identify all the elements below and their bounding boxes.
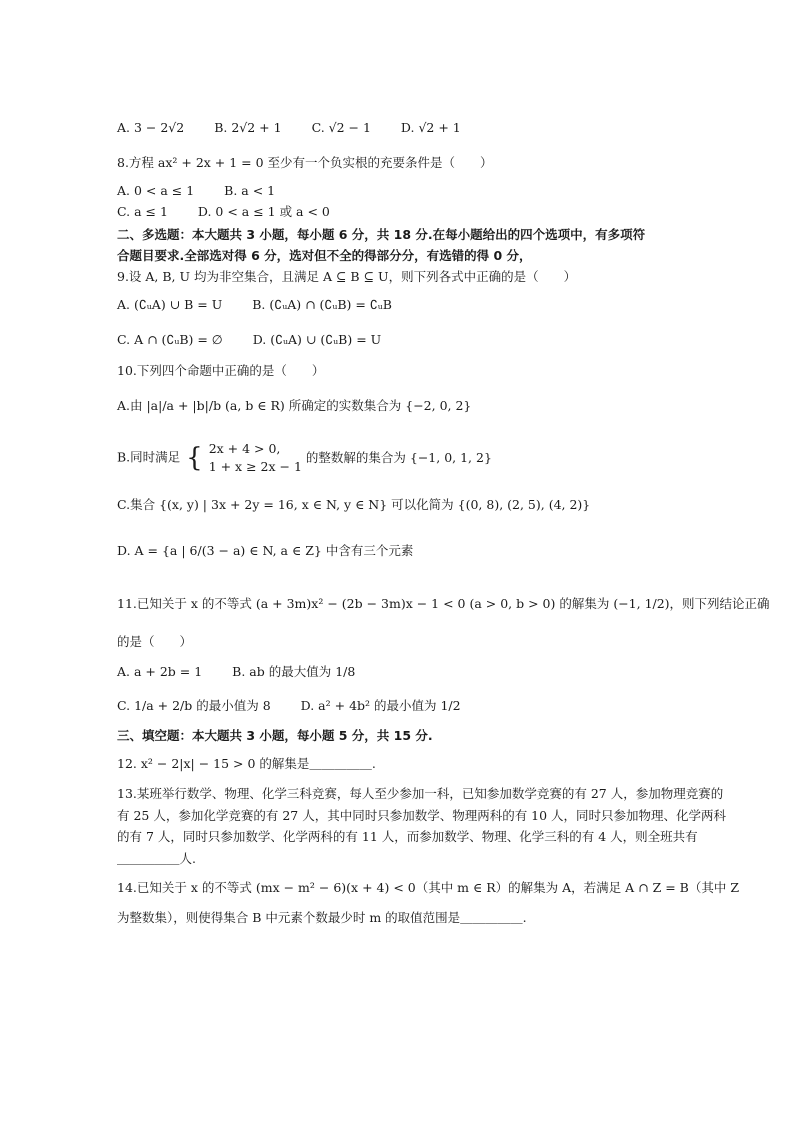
q11-stem: 11.已知关于 x 的不等式 (a + 3m)x² − (2b − 3m)x − 1 < 0 (a > 0, b > 0) 的解集为 (−1, 1/2)，则下列结论正确: [117, 596, 770, 611]
q8-stem: 8.方程 ax² + 2x + 1 = 0 至少有一个负实根的充要条件是（ ）: [117, 155, 493, 170]
q10-option-c: C.集合 {(x, y) | 3x + 2y = 16, x ∈ N, y ∈ N} 可以化简为 {(0, 8), (2, 5), (4, 2)}: [117, 497, 591, 512]
section3-heading: 三、填空题：本大题共 3 小题，每小题 5 分，共 15 分.: [117, 728, 433, 743]
section2-heading-line1: 二、多选题：本大题共 3 小题，每小题 6 分，共 18 分.在每小题给出的四个选项中，有多项符: [117, 227, 646, 242]
q10-system: [209, 440, 302, 476]
q8-option-c: C. a ≤ 1: [117, 204, 168, 219]
q10-system-eq2: 1 + x ≥ 2x − 1: [208, 459, 302, 474]
q7-option-a: A. 3 − 2√2: [117, 120, 185, 135]
q11-option-d: D. a² + 4b² 的最小值为 1/2: [300, 698, 461, 713]
q14-line1: 14.已知关于 x 的不等式 (mx − m² − 6)(x + 4) < 0（其中 m ∈ R）的解集为 A，若满足 A ∩ Z = B（其中 Z: [117, 880, 740, 895]
q11-option-a: A. a + 2b = 1: [117, 664, 203, 679]
section2-heading-line2: 合题目要求.全部选对得 6 分，选对但不全的得部分分，有选错的得 0 分，: [117, 248, 532, 263]
q11-stem-cont: 的是（ ）: [117, 634, 193, 649]
q9-option-a: A. (∁ᵤA) ∪ B = U: [117, 297, 223, 312]
q8-options-line1: [117, 183, 301, 199]
q9-options-line2: [117, 332, 407, 348]
q7-option-b: B. 2√2 + 1: [214, 120, 282, 135]
q10-system-eq1: 2x + 4 > 0,: [208, 441, 281, 456]
q9-options-line1: [117, 297, 418, 313]
q13-line3: 的有 7 人，同时只参加数学、化学两科的有 11 人，而参加数学、物理、化学三科的有 4 人，则全班共有: [117, 829, 698, 844]
q11-option-b: B. ab 的最大值为 1/8: [232, 664, 356, 679]
brace-icon: {: [186, 443, 203, 473]
q10-option-b: [117, 440, 492, 476]
q7-option-d: D. √2 + 1: [400, 120, 461, 135]
q10-option-b-suffix: 的整数解的集合为 {−1, 0, 1, 2}: [305, 450, 492, 465]
q8-options-line2: [117, 204, 356, 220]
q10-option-d: D. A = {a | 6/(3 − a) ∈ N, a ∈ Z} 中含有三个元素: [117, 543, 414, 558]
q9-option-c: C. A ∩ (∁ᵤB) = ∅: [117, 332, 223, 347]
q11-options-line1: [117, 664, 381, 680]
q13-line4: ＿＿＿＿＿人.: [117, 851, 196, 866]
q7-option-c: C. √2 − 1: [311, 120, 371, 135]
q13-line2: 有 25 人，参加化学竞赛的有 27 人，其中同时只参加数学、物理两科的有 10 人，同时只参加物理、化学两科: [117, 808, 727, 823]
q8-option-b: B. a < 1: [224, 183, 276, 198]
q9-stem: 9.设 A, B, U 均为非空集合，且满足 A ⊆ B ⊆ U，则下列各式中正确的是（ ）: [117, 269, 577, 284]
q10-option-b-prefix: B.同时满足: [117, 449, 181, 465]
q14-line2: 为整数集），则使得集合 B 中元素个数最少时 m 的取值范围是＿＿＿＿＿.: [117, 910, 527, 925]
q10-option-a: A.由 |a|/a + |b|/b (a, b ∈ R) 所确定的实数集合为 {−2, 0, 2}: [117, 398, 472, 413]
q9-option-b: B. (∁ᵤA) ∩ (∁ᵤB) = ∁ᵤB: [252, 297, 392, 312]
q7-options: [117, 120, 487, 136]
q13-line1: 13.某班举行数学、物理、化学三科竞赛，每人至少参加一科，已知参加数学竞赛的有 27 人，参加物理竞赛的: [117, 786, 724, 801]
q11-options-line2: [117, 698, 487, 714]
q10-stem: 10.下列四个命题中正确的是（ ）: [117, 363, 325, 378]
q11-option-c: C. 1/a + 2/b 的最小值为 8: [117, 698, 271, 713]
q8-option-a: A. 0 < a ≤ 1: [117, 183, 195, 198]
q9-option-d: D. (∁ᵤA) ∪ (∁ᵤB) = U: [252, 332, 382, 347]
q12-text: 12. x² − 2|x| − 15 > 0 的解集是＿＿＿＿＿.: [117, 756, 376, 771]
q8-option-d: D. 0 < a ≤ 1 或 a < 0: [197, 204, 330, 219]
